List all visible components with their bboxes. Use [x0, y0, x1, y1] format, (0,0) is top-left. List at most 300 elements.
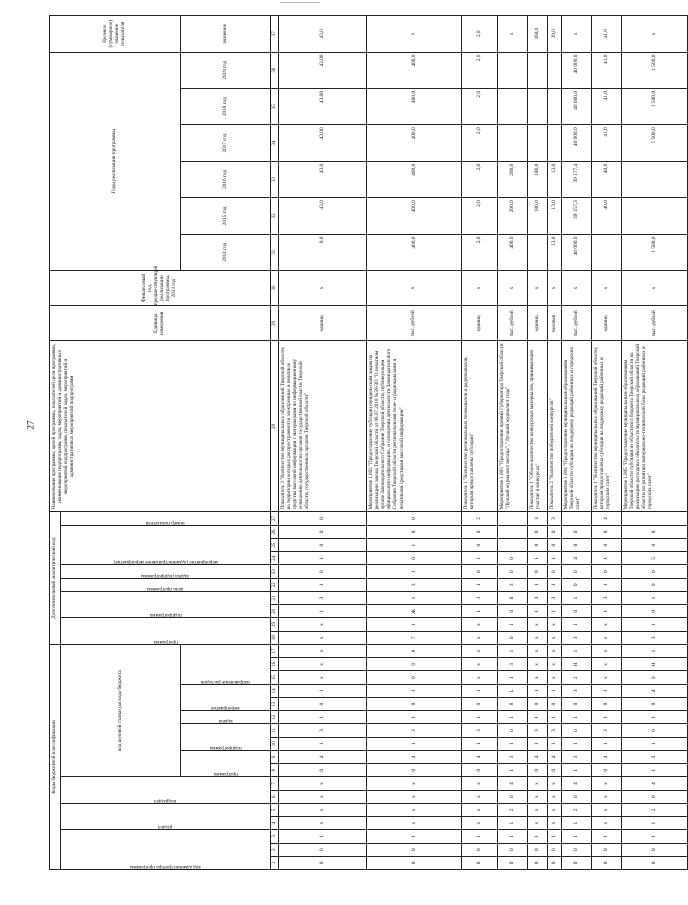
- codes-title: Коды бюджетной классификации: [50, 644, 61, 869]
- row-prev-year: x: [462, 270, 498, 305]
- code-cell: 4: [462, 750, 498, 763]
- code-cell: 0: [367, 856, 462, 869]
- column-number: 13: [271, 697, 279, 710]
- code-cell: 4: [622, 777, 688, 790]
- code-cell: 1: [592, 552, 622, 565]
- code-cell: 1: [622, 764, 688, 777]
- code-cell: [498, 539, 528, 552]
- row-year-value: 400,0: [367, 198, 462, 234]
- unit-column-header: Единица измерения: [50, 306, 271, 341]
- code-cell: 0: [367, 697, 462, 710]
- code-cell: 0: [592, 764, 622, 777]
- column-number: 8: [271, 764, 279, 777]
- code-cell: 1: [592, 684, 622, 697]
- code-cell: 1: [622, 591, 688, 604]
- code-cell: 0: [498, 856, 528, 869]
- code-cell: 1: [592, 711, 622, 724]
- code-cell: 0: [562, 790, 592, 803]
- code-cell: 1: [592, 578, 622, 591]
- row-target-value: 360,0: [528, 16, 548, 53]
- code-cell: 3: [562, 684, 592, 697]
- table-row: [279, 16, 367, 870]
- year-2016-header: 2016 год: [181, 161, 271, 197]
- code-cell: 3: [528, 591, 548, 604]
- code-cell: 0: [462, 525, 498, 538]
- row-target-value: 39,0: [548, 16, 562, 53]
- code-cell: 1: [548, 684, 562, 697]
- code-cell: 1: [279, 711, 367, 724]
- code-cell: 4: [592, 512, 622, 525]
- code-cell: 1: [622, 737, 688, 750]
- code-cell: 0: [622, 525, 688, 538]
- code-cell: 0: [592, 843, 622, 856]
- code-cell: x: [548, 803, 562, 816]
- column-number: 20: [271, 605, 279, 618]
- code-cell: 0: [622, 605, 688, 618]
- admin-code-header: код администратора программы: [61, 830, 271, 870]
- code-cell: 1: [498, 644, 528, 657]
- code-cell: 1: [367, 618, 462, 631]
- code-cell: 0: [498, 631, 528, 644]
- code-cell: x: [548, 644, 562, 657]
- code-cell: x: [367, 777, 462, 790]
- code-cell: 0: [279, 697, 367, 710]
- column-number: 21: [271, 591, 279, 604]
- code-cell: 1: [562, 830, 592, 843]
- column-number: 27: [271, 512, 279, 525]
- code-cell: [562, 512, 592, 525]
- code-cell: x: [548, 618, 562, 631]
- row-year-value: 1 500,0: [622, 234, 688, 270]
- code-cell: x: [528, 644, 548, 657]
- code-cell: x: [462, 631, 498, 644]
- row-year-value: 0,0: [279, 234, 367, 270]
- column-number: 29: [271, 306, 279, 341]
- row-year-value: 40,0: [592, 161, 622, 197]
- target-value-header: значение: [181, 16, 271, 53]
- code-cell: 1: [367, 684, 462, 697]
- row-year-value: 1 500,0: [622, 88, 688, 124]
- code-cell: 2: [462, 512, 498, 525]
- code-cell: x: [279, 803, 367, 816]
- code-cell: 1: [462, 737, 498, 750]
- code-cell: 0: [548, 843, 562, 856]
- column-number: 33: [271, 161, 279, 197]
- task-code-header: задача: [181, 711, 271, 724]
- code-cell: x: [528, 777, 548, 790]
- code-cell: 0: [498, 565, 528, 578]
- code-cell: x: [548, 631, 562, 644]
- row-year-value: 2,0: [462, 234, 498, 270]
- code-cell: Н: [562, 658, 592, 671]
- row-year-value: [528, 125, 548, 161]
- code-cell: 0: [367, 764, 462, 777]
- code-cell: 1: [367, 830, 462, 843]
- code-cell: 8: [498, 697, 528, 710]
- row-year-value: [528, 52, 548, 88]
- row-year-value: [498, 88, 528, 124]
- row-year-value: 2,0: [462, 161, 498, 197]
- row-year-value: 13,0: [548, 198, 562, 234]
- side-margin: [6, 0, 20, 905]
- code-cell: x: [528, 631, 548, 644]
- code-cell: 1: [528, 552, 548, 565]
- row-year-value: 400,0: [498, 234, 528, 270]
- column-number: 28: [271, 341, 279, 512]
- code-cell: 0: [462, 764, 498, 777]
- row-year-value: 41,0: [592, 125, 622, 161]
- row-name: Мероприятие 1.002 "Предоставление субсидии юридическим лицам на реализацию закона Тверской области от 06.07.2010 №58-ЗО "О печатном органе Законодательного Собрания Тверской области, публикующем официальную информацию, и освещении деятельности Законодательного Собрания Тверской области региональными теле- и радиоканалами и печатными средствами массовой информации": [367, 341, 462, 512]
- program-table: [49, 15, 688, 870]
- code-cell: 0: [562, 697, 592, 710]
- table-row: [548, 16, 562, 870]
- row-year-value: 40,0: [592, 198, 622, 234]
- code-cell: 1: [528, 684, 548, 697]
- code-cell: 0: [562, 843, 592, 856]
- code-cell: 1: [528, 830, 548, 843]
- column-number: 7: [271, 777, 279, 790]
- table-row: [528, 16, 548, 870]
- code-cell: 1: [367, 711, 462, 724]
- column-number: 11: [271, 724, 279, 737]
- code-cell: 3: [622, 631, 688, 644]
- column-number: 16: [271, 658, 279, 671]
- row-unit: тыс. рублей: [562, 306, 592, 341]
- row-year-value: [622, 198, 688, 234]
- event-code-header: мероприятие: [181, 684, 271, 710]
- row-unit: тыс. рублей: [622, 306, 688, 341]
- code-cell: 1: [498, 671, 528, 684]
- code-cell: 1: [622, 618, 688, 631]
- row-year-value: 41,0: [592, 88, 622, 124]
- code-cell: 1: [462, 578, 498, 591]
- code-cell: 0: [592, 539, 622, 552]
- code-cell: L: [498, 684, 528, 697]
- code-cell: 0: [528, 525, 548, 538]
- code-cell: 0: [622, 843, 688, 856]
- code-cell: 5: [622, 552, 688, 565]
- code-cell: x: [279, 658, 367, 671]
- target-title: Целевое (суммарное) значение показателя: [50, 16, 181, 53]
- column-number: 3: [271, 830, 279, 843]
- code-cell: 0: [562, 605, 592, 618]
- row-year-value: [548, 52, 562, 88]
- row-unit: единиц: [528, 306, 548, 341]
- code-cell: 0: [562, 539, 592, 552]
- extra-goal-header: цель программы: [61, 578, 271, 591]
- code-cell: 3: [528, 512, 548, 525]
- code-cell: 1: [562, 817, 592, 830]
- row-name: Мероприятие 1.005 "Предоставление муниципальным образованиям Тверской области субсидии из областного бюджета Тверской области на реализацию расходных обязательств муниципальных образований Тверской области по развитию материально-технической базы редакций районных и городских газет": [622, 341, 688, 512]
- column-number: 32: [271, 198, 279, 234]
- column-numbers-row: [271, 16, 279, 870]
- page-number: 27: [25, 420, 36, 430]
- code-cell: x: [279, 790, 367, 803]
- column-number: 24: [271, 552, 279, 565]
- column-number: 19: [271, 618, 279, 631]
- code-cell: 0: [279, 512, 367, 525]
- direction-code-header: направление расходов: [181, 644, 271, 684]
- code-cell: 0: [279, 539, 367, 552]
- code-cell: 0: [498, 843, 528, 856]
- code-cell: 1: [622, 644, 688, 657]
- code-cell: x: [592, 790, 622, 803]
- row-year-value: 40 000,0: [562, 88, 592, 124]
- row-name: Показатель 2 "Количество победителей конкурсов": [548, 341, 562, 512]
- code-cell: 0: [548, 565, 562, 578]
- code-cell: x: [462, 671, 498, 684]
- top-mark: [280, 2, 320, 3]
- extra-indicator-header: номер показателя: [61, 512, 271, 525]
- extra-program-header: программа: [61, 618, 271, 644]
- code-cell: x: [548, 777, 562, 790]
- row-year-value: 200,0: [498, 161, 528, 197]
- code-cell: 1: [367, 565, 462, 578]
- code-cell: x: [548, 817, 562, 830]
- table-row: [622, 16, 688, 870]
- code-cell: x: [462, 777, 498, 790]
- row-year-value: 400,0: [367, 52, 462, 88]
- row-year-value: [498, 125, 528, 161]
- code-cell: 0: [528, 856, 548, 869]
- code-cell: 1: [548, 605, 562, 618]
- row-name: Показатель 1 "Общее количество конкурсных материалов, принимающих участие в конкурсах": [528, 341, 548, 512]
- year-2015-header: 2015 год: [181, 198, 271, 234]
- row-name: Показатель 1 "Количество региональных телеканалов и радиоканалов, которым предоставлены субсидии": [462, 341, 498, 512]
- row-year-value: 400,0: [367, 125, 462, 161]
- code-cell: 1: [622, 711, 688, 724]
- row-year-value: 2,0: [462, 198, 498, 234]
- column-number: 22: [271, 578, 279, 591]
- code-cell: x: [462, 658, 498, 671]
- code-cell: x: [279, 631, 367, 644]
- code-cell: 1: [462, 830, 498, 843]
- code-cell: 1: [367, 591, 462, 604]
- code-cell: x: [548, 790, 562, 803]
- code-cell: 0: [367, 843, 462, 856]
- column-number: 15: [271, 671, 279, 684]
- code-cell: 0: [462, 697, 498, 710]
- code-cell: x: [592, 618, 622, 631]
- code-cell: x: [367, 817, 462, 830]
- code-cell: 3: [528, 724, 548, 737]
- year-2018-header: 2018 год: [181, 88, 271, 124]
- code-cell: 0: [562, 565, 592, 578]
- prev-year-column-header: Финансовый год, предшествующий реализации программы, 2013 год: [50, 270, 271, 305]
- code-cell: 1: [528, 711, 548, 724]
- row-unit: единиц: [279, 306, 367, 341]
- code-cell: 0: [622, 578, 688, 591]
- code-cell: 0: [528, 764, 548, 777]
- code-cell: 0: [548, 764, 562, 777]
- code-cell: 0: [548, 539, 562, 552]
- code-cell: 1: [528, 737, 548, 750]
- code-cell: 1: [462, 684, 498, 697]
- code-cell: 0: [498, 724, 528, 737]
- name-column-header: Наименование программы, целей программы, показателей цели программы, наименование подпрограмм, задач, мероприятий и административных мероприятий подпрограмм, показателей задач, мероприятий и административных мероприятий подпрограмм: [50, 341, 271, 512]
- row-year-value: [528, 234, 548, 270]
- extra-activity-header: мероприятие (административное мероприятие): [61, 525, 271, 565]
- row-name: Мероприятие 1.003 "Предоставление премий Губернатора Тверской области "Лучший журналист месяца", "Лучший журналист года": [498, 341, 528, 512]
- row-year-value: 13,0: [548, 234, 562, 270]
- code-cell: 1: [562, 591, 592, 604]
- row-prev-year: x: [592, 270, 622, 305]
- code-cell: 1: [279, 552, 367, 565]
- code-cell: x: [367, 790, 462, 803]
- row-unit: тыс. рублей: [367, 306, 462, 341]
- code-cell: 0: [279, 565, 367, 578]
- row-name: Мероприятие 1.004 "Предоставление муниципальным образованиям Тверской области субсидии на поддержку редакций районных и городских газет": [562, 341, 592, 512]
- table-row: [462, 16, 498, 870]
- row-year-value: 43,00: [279, 52, 367, 88]
- code-cell: 0: [622, 697, 688, 710]
- code-cell: x: [592, 803, 622, 816]
- code-cell: 1: [592, 830, 622, 843]
- row-target-value: 43,0: [279, 16, 367, 53]
- row-prev-year: x: [367, 270, 462, 305]
- row-year-value: [548, 88, 562, 124]
- code-cell: x: [528, 817, 548, 830]
- row-target-value: x: [367, 16, 462, 53]
- code-cell: 0: [592, 565, 622, 578]
- code-cell: x: [462, 803, 498, 816]
- code-cell: 3: [562, 631, 592, 644]
- code-cell: 1: [548, 552, 562, 565]
- code-cell: x: [528, 671, 548, 684]
- row-name: Показатель 1 "Количество муниципальных образований Тверской области, которым предоставлена субсидия на поддержку редакций районных и городских газет": [592, 341, 622, 512]
- code-cell: 4: [562, 552, 592, 565]
- code-cell: 3: [562, 750, 592, 763]
- row-year-value: 400,0: [367, 234, 462, 270]
- code-cell: 3: [367, 724, 462, 737]
- code-cell: 4: [279, 750, 367, 763]
- column-number: 12: [271, 711, 279, 724]
- row-year-value: 200,0: [498, 198, 528, 234]
- code-cell: x: [592, 671, 622, 684]
- column-number: 9: [271, 750, 279, 763]
- row-year-value: 43,00: [279, 88, 367, 124]
- row-name: Показатель 3 "Количество муниципальных образований Тверской области, на территории которых распространяются электронные и печатные средства массовой информации с материалами по информационному освещению деятельности органов государственной власти Тверской области, государственных органов Тверской области": [279, 341, 367, 512]
- program-code-header: программа: [181, 750, 271, 776]
- column-number: 4: [271, 817, 279, 830]
- code-cell: 0: [592, 697, 622, 710]
- row-unit: человек: [548, 306, 562, 341]
- row-prev-year: x: [562, 270, 592, 305]
- code-cell: 1: [498, 711, 528, 724]
- code-cell: 1: [562, 764, 592, 777]
- row-year-value: [498, 52, 528, 88]
- code-cell: 1: [498, 830, 528, 843]
- code-cell: 1: [548, 578, 562, 591]
- code-cell: 8: [367, 644, 462, 657]
- code-cell: 3: [498, 578, 528, 591]
- code-cell: 2: [498, 803, 528, 816]
- column-number: 10: [271, 737, 279, 750]
- code-cell: x: [528, 803, 548, 816]
- code-cell: 0: [562, 856, 592, 869]
- code-cell: 0: [279, 856, 367, 869]
- column-number: 25: [271, 539, 279, 552]
- code-cell: 4: [548, 750, 562, 763]
- code-cell: 0: [498, 591, 528, 604]
- row-prev-year: x: [622, 270, 688, 305]
- code-cell: 2: [622, 803, 688, 816]
- code-cell: 1: [562, 618, 592, 631]
- code-cell: 3: [592, 591, 622, 604]
- code-cell: x: [279, 618, 367, 631]
- code-cell: 3: [548, 512, 562, 525]
- code-cell: 0: [622, 539, 688, 552]
- extra-subprogram-header: подпрограмма: [61, 591, 271, 617]
- code-cell: Ж: [367, 605, 462, 618]
- code-cell: x: [528, 618, 548, 631]
- code-cell: 1: [462, 605, 498, 618]
- code-cell: 0: [367, 671, 462, 684]
- code-cell: 1: [462, 711, 498, 724]
- code-cell: 0: [367, 525, 462, 538]
- code-cell: x: [462, 790, 498, 803]
- code-cell: 2: [562, 803, 592, 816]
- row-prev-year: x: [498, 270, 528, 305]
- code-cell: 4: [528, 750, 548, 763]
- code-cell: 1: [367, 737, 462, 750]
- code-cell: 3: [498, 750, 528, 763]
- code-cell: 3: [548, 724, 562, 737]
- code-cell: 0: [562, 724, 592, 737]
- code-cell: 1: [562, 644, 592, 657]
- subsection-header: подраздел: [61, 777, 271, 803]
- row-year-value: 180,0: [528, 198, 548, 234]
- code-cell: x: [367, 803, 462, 816]
- column-number: 30: [271, 270, 279, 305]
- column-number: 34: [271, 125, 279, 161]
- code-cell: 4: [622, 684, 688, 697]
- row-year-value: 39 177,4: [562, 161, 592, 197]
- row-year-value: [622, 161, 688, 197]
- code-cell: 3: [548, 591, 562, 604]
- code-cell: 0: [622, 790, 688, 803]
- code-cell: 1: [562, 737, 592, 750]
- code-cell: x: [462, 644, 498, 657]
- code-cell: x: [528, 790, 548, 803]
- code-cell: 0: [462, 856, 498, 869]
- extra-task-header: задача подпрограммы: [61, 565, 271, 578]
- code-cell: 1: [548, 711, 562, 724]
- code-cell: 7: [367, 631, 462, 644]
- code-cell: 1: [279, 578, 367, 591]
- code-cell: 4: [562, 777, 592, 790]
- code-cell: 1: [279, 737, 367, 750]
- row-year-value: 180,0: [528, 161, 548, 197]
- code-cell: x: [592, 777, 622, 790]
- code-cell: 3: [622, 750, 688, 763]
- code-cell: [498, 525, 528, 538]
- code-cell: 1: [498, 764, 528, 777]
- code-cell: x: [279, 817, 367, 830]
- code-cell: 0: [562, 578, 592, 591]
- subprogram-code-header: подпрограмма: [181, 724, 271, 750]
- row-year-value: 400,0: [367, 161, 462, 197]
- row-prev-year: x: [279, 270, 367, 305]
- code-cell: 0: [367, 512, 462, 525]
- code-cell: 1: [548, 737, 562, 750]
- code-cell: 0: [622, 856, 688, 869]
- column-number: 35: [271, 88, 279, 124]
- code-cell: x: [548, 671, 562, 684]
- code-cell: 2: [562, 671, 592, 684]
- row-prev-year: x: [528, 270, 548, 305]
- code-cell: 0: [279, 525, 367, 538]
